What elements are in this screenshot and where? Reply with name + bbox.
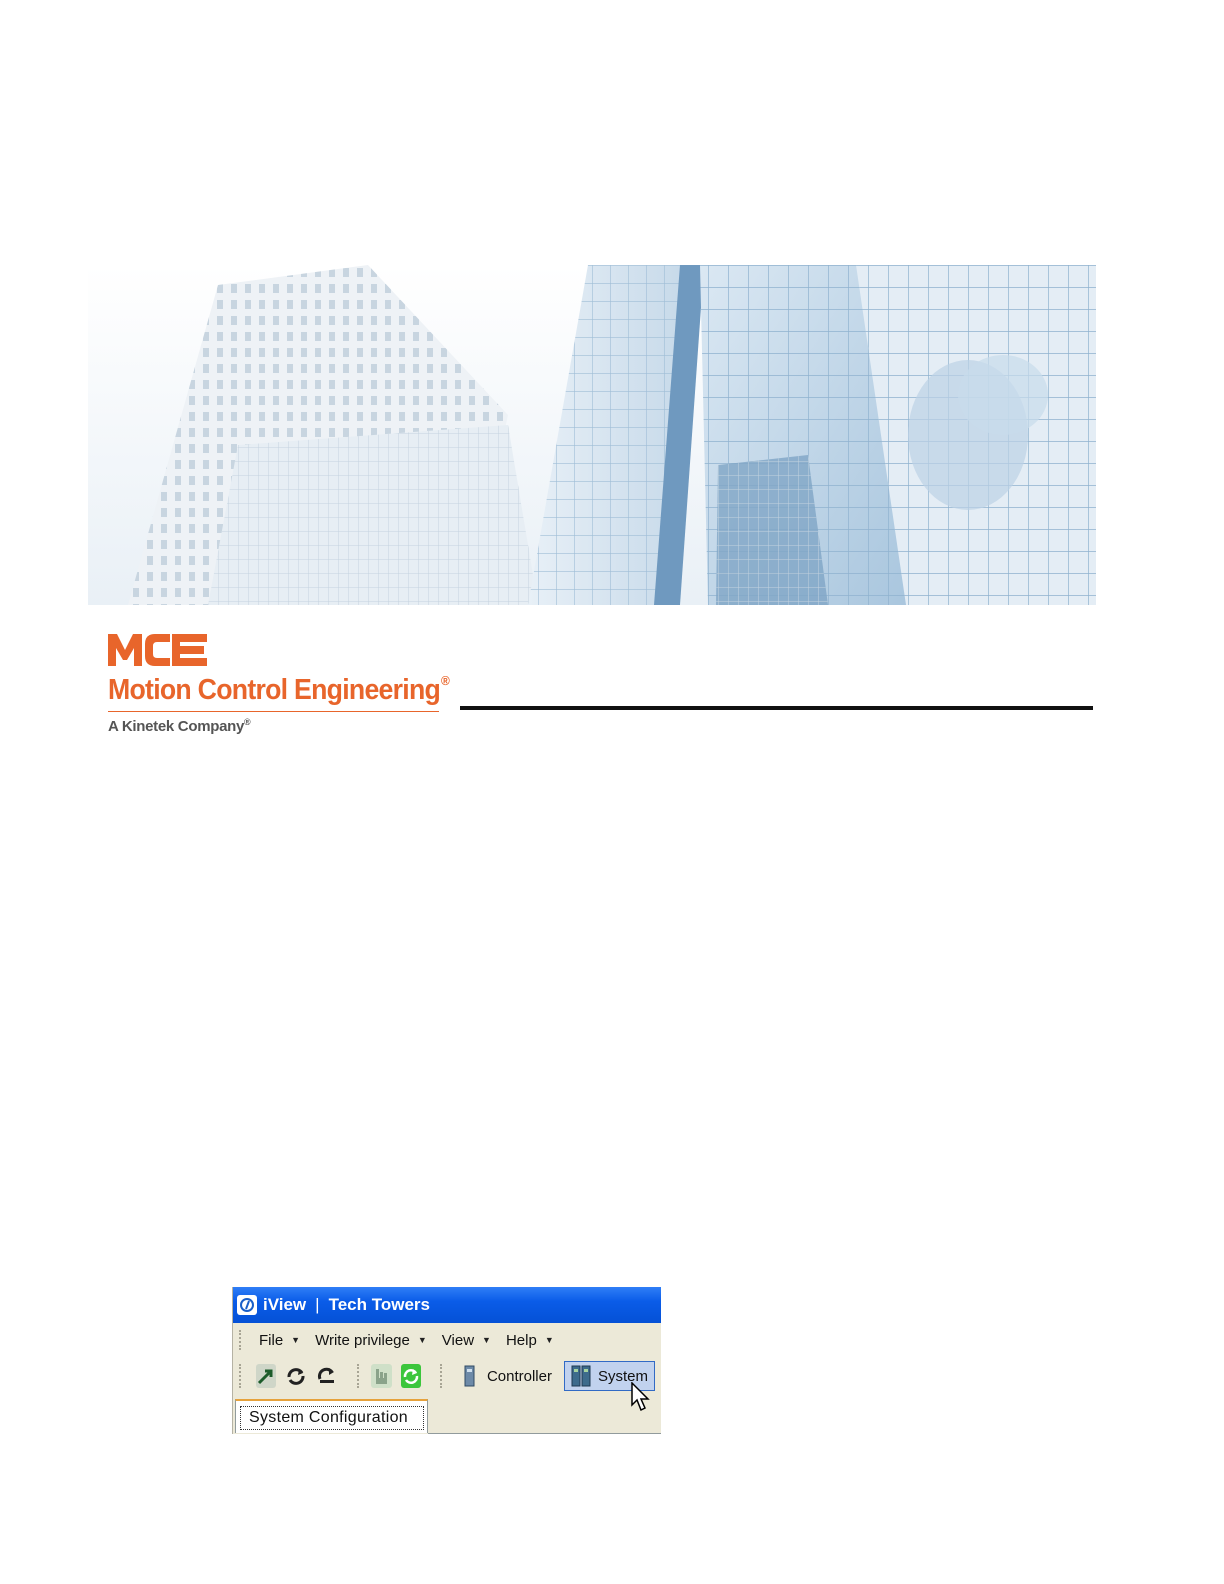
controller-label: Controller bbox=[486, 1367, 552, 1385]
controller-button[interactable] bbox=[454, 1362, 558, 1390]
green-refresh-icon[interactable] bbox=[401, 1364, 422, 1388]
header-rule bbox=[460, 706, 1093, 710]
menu-file[interactable] bbox=[259, 1332, 300, 1349]
caret-down-icon: ▼ bbox=[482, 1335, 491, 1345]
tagline-text: A Kinetek Company bbox=[108, 718, 245, 735]
company-name-text: Motion Control Engineering bbox=[108, 674, 441, 706]
toolbar-separator bbox=[357, 1364, 361, 1388]
menu-bar bbox=[233, 1323, 661, 1357]
mce-logo-mark bbox=[108, 634, 208, 666]
menu-file-label: File bbox=[259, 1331, 284, 1349]
iview-window bbox=[232, 1287, 661, 1434]
window-title: iView bbox=[263, 1295, 307, 1314]
toolbar-separator bbox=[440, 1364, 444, 1388]
building-banner bbox=[88, 265, 1096, 605]
menu-help[interactable] bbox=[506, 1332, 554, 1349]
connect-icon[interactable] bbox=[256, 1364, 277, 1388]
caret-down-icon: ▼ bbox=[417, 1335, 427, 1345]
iview-app-icon bbox=[237, 1295, 257, 1315]
menu-view-label: View bbox=[441, 1331, 475, 1349]
tab-system-configuration[interactable] bbox=[235, 1399, 428, 1433]
tagline-registered-mark: ® bbox=[244, 717, 251, 727]
tool-bar bbox=[233, 1357, 661, 1395]
redo-icon[interactable] bbox=[316, 1364, 338, 1388]
system-label: System bbox=[597, 1367, 648, 1385]
menu-view[interactable] bbox=[442, 1332, 491, 1349]
controller-icon bbox=[460, 1365, 480, 1387]
tagline bbox=[108, 717, 250, 735]
system-icon bbox=[571, 1365, 591, 1387]
caret-down-icon: ▼ bbox=[291, 1335, 301, 1345]
menu-help-label: Help bbox=[505, 1331, 537, 1349]
company-name bbox=[108, 673, 449, 707]
title-bar bbox=[233, 1287, 661, 1323]
registered-mark: ® bbox=[441, 673, 450, 688]
menu-write-privilege[interactable] bbox=[315, 1332, 427, 1349]
menubar-grip[interactable] bbox=[239, 1330, 244, 1350]
mce-logo bbox=[108, 634, 208, 666]
caret-down-icon: ▼ bbox=[544, 1335, 554, 1345]
tab-strip bbox=[233, 1395, 661, 1434]
tab-baseline bbox=[428, 1433, 661, 1434]
mouse-cursor-icon bbox=[631, 1382, 651, 1417]
orange-divider bbox=[108, 711, 439, 712]
tab-label: System Configuration bbox=[240, 1406, 424, 1430]
hand-icon[interactable] bbox=[371, 1364, 392, 1388]
menu-write-privilege-label: Write privilege bbox=[315, 1331, 410, 1349]
title-separator: | bbox=[315, 1295, 320, 1314]
refresh-icon[interactable] bbox=[285, 1364, 307, 1388]
window-subtitle: Tech Towers bbox=[328, 1295, 430, 1314]
toolbar-grip[interactable] bbox=[239, 1364, 244, 1388]
